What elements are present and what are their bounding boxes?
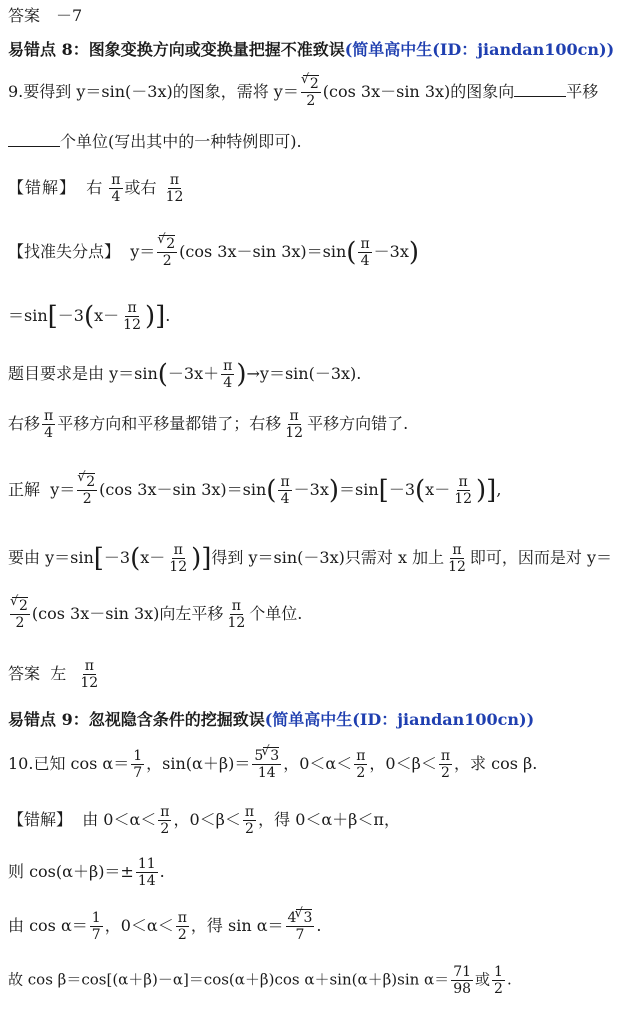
text: 或右 [124, 178, 157, 198]
fraction: $\frac{\pi}{12}$ [123, 300, 141, 334]
requirement-line [8, 358, 634, 391]
correct-solution-line [8, 474, 634, 507]
heading-source: (简单高中生(ID：jiandan100cn)) [264, 710, 535, 729]
text: ，sin(α＋β)＝ [146, 754, 251, 774]
shift-analysis-line [8, 408, 634, 441]
fraction: $\frac{\pi}{12}$ [80, 658, 99, 692]
text: 平移方向错了. [307, 414, 409, 434]
bracket: ( [157, 359, 168, 390]
bracket: ( [130, 543, 141, 574]
wrong-solution-10 [8, 804, 634, 837]
question-text: (cos 3x－sin 3x)的图象向 [322, 82, 515, 102]
bracket: )] [145, 301, 166, 332]
fraction [301, 76, 321, 109]
text: 故 cos β＝cos[(α＋β)－α]＝cos(α＋β)cos α＋sin(α＋β)sin α＝ [8, 970, 450, 989]
find-error-line2 [8, 300, 634, 333]
text: ，0＜β＜ [369, 754, 437, 774]
text: . [159, 862, 165, 882]
bracket: [ [93, 543, 104, 574]
text: 题目要求是由 y＝sin [8, 364, 158, 384]
text: ，0＜β＜ [173, 810, 241, 830]
need-line [8, 542, 634, 575]
bracket: ( [346, 237, 357, 268]
section-heading-8 [8, 40, 634, 59]
heading-title: 易错点 9：忽视隐含条件的挖掘致误 [8, 710, 265, 729]
bracket: ( [266, 475, 277, 506]
text: ，得 0＜α＋β＜π， [258, 810, 400, 830]
bracket: ) [408, 237, 420, 268]
text: 右 [86, 178, 103, 198]
den: 2 [306, 93, 316, 110]
question-10 [8, 748, 634, 781]
text: x－ [140, 548, 166, 568]
text: (cos 3x－sin 3x)＝sin [99, 480, 267, 500]
fraction: $\frac{\pi}{12}$ [285, 408, 304, 442]
heading-source: (简单高中生(ID：jiandan100cn)) [344, 40, 615, 59]
fraction: $\frac{4√ 3}{7}$ [286, 910, 315, 943]
fraction: $\frac{\pi}{12}$ [169, 542, 188, 576]
label: 正解 [8, 480, 41, 500]
text: －3 [388, 480, 416, 500]
text: . [316, 916, 322, 936]
text: 或 [475, 970, 491, 989]
bracket: )] [476, 475, 497, 506]
answer-text: 答案 －7 [8, 6, 83, 25]
bracket: ) [328, 475, 340, 506]
fraction: $\frac{\pi}{4}$ [44, 408, 54, 442]
fraction: $\frac{\pi}{4}$ [111, 172, 121, 206]
fraction: $\frac{\pi}{4}$ [223, 358, 233, 392]
text: ，0＜α＜ [283, 754, 353, 774]
fraction: $\frac{\pi}{12}$ [454, 474, 473, 508]
bracket: ( [83, 301, 95, 332]
fraction: √ $\frac{2}{2}$ [77, 474, 97, 507]
from-line [8, 910, 634, 943]
text: 则 cos(α＋β)＝± [8, 862, 134, 882]
text: 由 0＜α＜ [82, 810, 157, 830]
text: －3 [57, 306, 84, 326]
text: 即可，因而是对 y＝ [469, 548, 613, 568]
fraction: $\frac{11}{14}$ [137, 856, 156, 890]
bracket: [ [378, 475, 389, 506]
fraction: √ $\frac{2}{2}$ [10, 598, 30, 631]
shift-left-line [8, 598, 634, 631]
text: . [165, 306, 171, 326]
bracket: ) [236, 359, 247, 390]
fraction: √ $\frac{2}{2}$ [157, 236, 177, 269]
answer-blank [514, 82, 566, 97]
fraction: $\frac{\pi}{2}$ [356, 748, 366, 782]
text: ，得 sin α＝ [190, 916, 284, 936]
final-line [8, 964, 634, 997]
label: 答案 [8, 664, 41, 684]
text: y＝ [50, 480, 76, 500]
fraction: $\frac{71}{98}$ [453, 964, 472, 998]
text: →y＝sin(－3x). [246, 364, 362, 384]
text: 右移 [8, 414, 41, 434]
text: ＝sin [339, 480, 379, 500]
question-9-line1 [8, 76, 634, 109]
answer-blank [8, 132, 60, 147]
text: 由 cos α＝ [8, 916, 88, 936]
text: x－ [94, 306, 120, 326]
text: －3x＋ [167, 364, 220, 384]
fraction: $\frac{\pi}{4}$ [360, 236, 370, 270]
question-text: 平移 [566, 82, 599, 102]
answer-line-9 [8, 658, 634, 691]
bracket: [ [47, 301, 58, 332]
text: , [496, 480, 502, 500]
question-text: 个单位(写出其中的一种特例即可). [60, 132, 302, 151]
text: 左 [50, 664, 67, 684]
fraction: $\frac{5√ 3}{14}$ [252, 748, 281, 781]
sqrt: √ 2 [303, 75, 319, 92]
fraction: $\frac{\pi}{2}$ [440, 748, 451, 782]
bracket: )] [191, 543, 212, 574]
fraction: $\frac{\pi}{2}$ [177, 910, 187, 944]
text: －3x [293, 480, 329, 500]
label: 【错解】 [8, 178, 77, 198]
text: x－ [425, 480, 451, 500]
text: . [506, 970, 512, 989]
text: 要由 y＝sin [8, 548, 94, 568]
section-heading-9 [8, 710, 634, 729]
text: (cos 3x－sin 3x)＝sin [179, 242, 347, 262]
fraction: $\frac{\pi}{2}$ [244, 804, 255, 838]
bracket: ( [415, 475, 426, 506]
fraction: $\frac{\pi}{12}$ [448, 542, 466, 576]
fraction: $\frac{1}{2}$ [494, 964, 503, 998]
fraction: $\frac{\pi}{12}$ [227, 598, 246, 632]
text: ，0＜α＜ [104, 916, 174, 936]
fraction: $\frac{1}{7}$ [91, 910, 101, 944]
text: y＝ [130, 242, 156, 262]
text: 平移方向和平移量都错了；右移 [57, 414, 282, 434]
then-line [8, 856, 634, 889]
text: ＝sin [8, 306, 48, 326]
text: 得到 y＝sin(－3x)只需对 x 加上 [211, 548, 445, 568]
label: 【错解】 [8, 810, 73, 830]
text: (cos 3x－sin 3x)向左平移 [31, 604, 224, 624]
text: －3x [373, 242, 409, 262]
fraction: $\frac{1}{7}$ [133, 748, 143, 782]
heading-title: 易错点 8：图象变换方向或变换量把握不准致误 [8, 40, 345, 59]
question-9-line2 [8, 132, 634, 151]
text: ，求 cos β. [454, 754, 538, 774]
label: 【找准失分点】 [8, 242, 121, 262]
answer-line-8 [8, 6, 634, 25]
find-error-line [8, 236, 634, 269]
fraction: $\frac{\pi}{12}$ [165, 172, 184, 206]
text: 个单位. [249, 604, 303, 624]
wrong-solution-9 [8, 172, 634, 205]
question-text: 9.要得到 y＝sin(－3x)的图象，需将 y＝ [8, 82, 299, 102]
text: 10.已知 cos α＝ [8, 754, 130, 774]
fraction: $\frac{\pi}{4}$ [280, 474, 290, 508]
fraction: $\frac{\pi}{2}$ [160, 804, 170, 838]
text: －3 [103, 548, 131, 568]
